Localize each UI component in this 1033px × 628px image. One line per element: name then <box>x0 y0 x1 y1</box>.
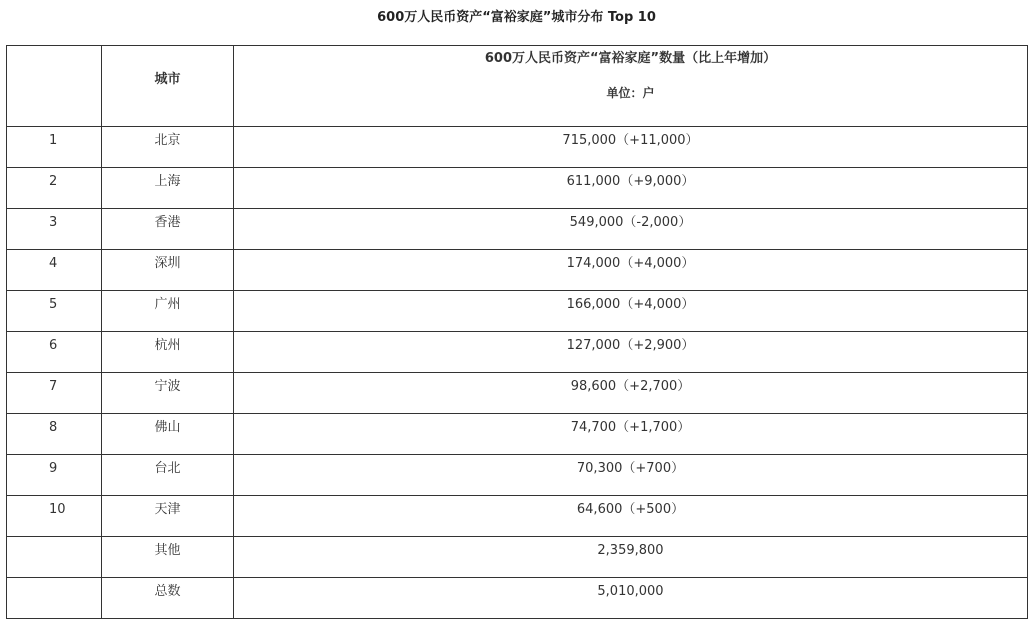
table-row <box>7 250 1028 291</box>
rank-cell-text <box>7 537 101 542</box>
table-row <box>7 168 1028 209</box>
table-row <box>7 414 1028 455</box>
city-cell-text: 佛山 <box>154 420 181 435</box>
value-cell-text: 64,600（+500） <box>576 502 685 517</box>
rank-cell-text: 6 <box>49 338 58 353</box>
rank-cell <box>7 537 102 578</box>
table-row <box>7 373 1028 414</box>
header-city <box>102 46 234 127</box>
city-cell-text: 台北 <box>154 461 181 476</box>
value-cell <box>234 455 1028 496</box>
rank-cell-text: 8 <box>49 420 58 435</box>
rank-cell-text: 2 <box>49 174 58 189</box>
value-cell-text: 2,359,800 <box>597 543 664 558</box>
city-cell <box>102 455 234 496</box>
header-unit-label: 单位：户 <box>606 86 655 100</box>
value-cell-text: 127,000（+2,900） <box>566 338 695 353</box>
rank-cell <box>7 332 102 373</box>
page-title: 600万人民币资产“富裕家庭”城市分布 Top 10 <box>377 10 656 25</box>
rank-cell-text: 4 <box>49 256 58 271</box>
city-cell <box>102 291 234 332</box>
value-cell <box>234 578 1028 619</box>
header-value <box>234 46 1028 127</box>
rank-cell <box>7 373 102 414</box>
city-cell <box>102 168 234 209</box>
rank-cell <box>7 578 102 619</box>
rank-cell-text: 3 <box>49 215 58 230</box>
value-cell-text: 174,000（+4,000） <box>566 256 695 271</box>
rank-cell-text: 7 <box>49 379 58 394</box>
rank-cell <box>7 291 102 332</box>
rank-cell <box>7 250 102 291</box>
table-row <box>7 209 1028 250</box>
value-cell-text: 98,600（+2,700） <box>570 379 691 394</box>
value-cell <box>234 168 1028 209</box>
table-row <box>7 537 1028 578</box>
table-row <box>7 578 1028 619</box>
rank-cell <box>7 455 102 496</box>
table-row <box>7 496 1028 537</box>
value-cell-text: 549,000（-2,000） <box>569 215 692 230</box>
value-cell-text: 74,700（+1,700） <box>570 420 691 435</box>
value-cell-text: 70,300（+700） <box>576 461 685 476</box>
city-cell <box>102 537 234 578</box>
data-table <box>6 45 1028 619</box>
rank-cell <box>7 127 102 168</box>
table-row <box>7 291 1028 332</box>
rank-cell-text: 9 <box>49 461 58 476</box>
city-cell <box>102 250 234 291</box>
rank-cell <box>7 496 102 537</box>
value-cell <box>234 537 1028 578</box>
value-cell <box>234 291 1028 332</box>
city-cell <box>102 332 234 373</box>
value-cell-text: 715,000（+11,000） <box>562 133 699 148</box>
table-header-row <box>7 46 1028 127</box>
table-row <box>7 332 1028 373</box>
city-cell-text: 北京 <box>154 133 181 148</box>
rank-cell <box>7 414 102 455</box>
rank-cell-text: 1 <box>49 133 58 148</box>
city-cell-text: 宁波 <box>154 379 181 394</box>
value-cell <box>234 496 1028 537</box>
city-cell-text: 天津 <box>154 502 181 517</box>
city-cell <box>102 578 234 619</box>
value-cell-text: 5,010,000 <box>597 584 664 599</box>
rank-cell <box>7 168 102 209</box>
city-cell-text: 广州 <box>154 297 181 312</box>
header-value-label: 600万人民币资产“富裕家庭”数量（比上年增加） <box>484 51 777 66</box>
city-cell <box>102 373 234 414</box>
rank-cell-text <box>7 578 101 583</box>
value-cell <box>234 250 1028 291</box>
rank-cell <box>7 209 102 250</box>
value-cell <box>234 414 1028 455</box>
value-cell <box>234 209 1028 250</box>
city-cell <box>102 209 234 250</box>
city-cell-text: 香港 <box>154 215 181 230</box>
city-cell-text: 上海 <box>154 174 181 189</box>
value-cell <box>234 373 1028 414</box>
header-rank <box>7 46 102 127</box>
value-cell <box>234 332 1028 373</box>
city-cell <box>102 127 234 168</box>
value-cell-text: 166,000（+4,000） <box>566 297 695 312</box>
rank-cell-text: 10 <box>49 502 66 517</box>
value-cell <box>234 127 1028 168</box>
table-row <box>7 455 1028 496</box>
city-cell <box>102 496 234 537</box>
city-cell-text: 杭州 <box>154 338 181 353</box>
city-cell-text: 深圳 <box>154 256 181 271</box>
city-cell-text: 总数 <box>154 584 181 599</box>
rank-cell-text: 5 <box>49 297 58 312</box>
value-cell-text: 611,000（+9,000） <box>566 174 695 189</box>
city-cell <box>102 414 234 455</box>
header-city-label: 城市 <box>154 72 181 87</box>
city-cell-text: 其他 <box>154 543 181 558</box>
table-row <box>7 127 1028 168</box>
